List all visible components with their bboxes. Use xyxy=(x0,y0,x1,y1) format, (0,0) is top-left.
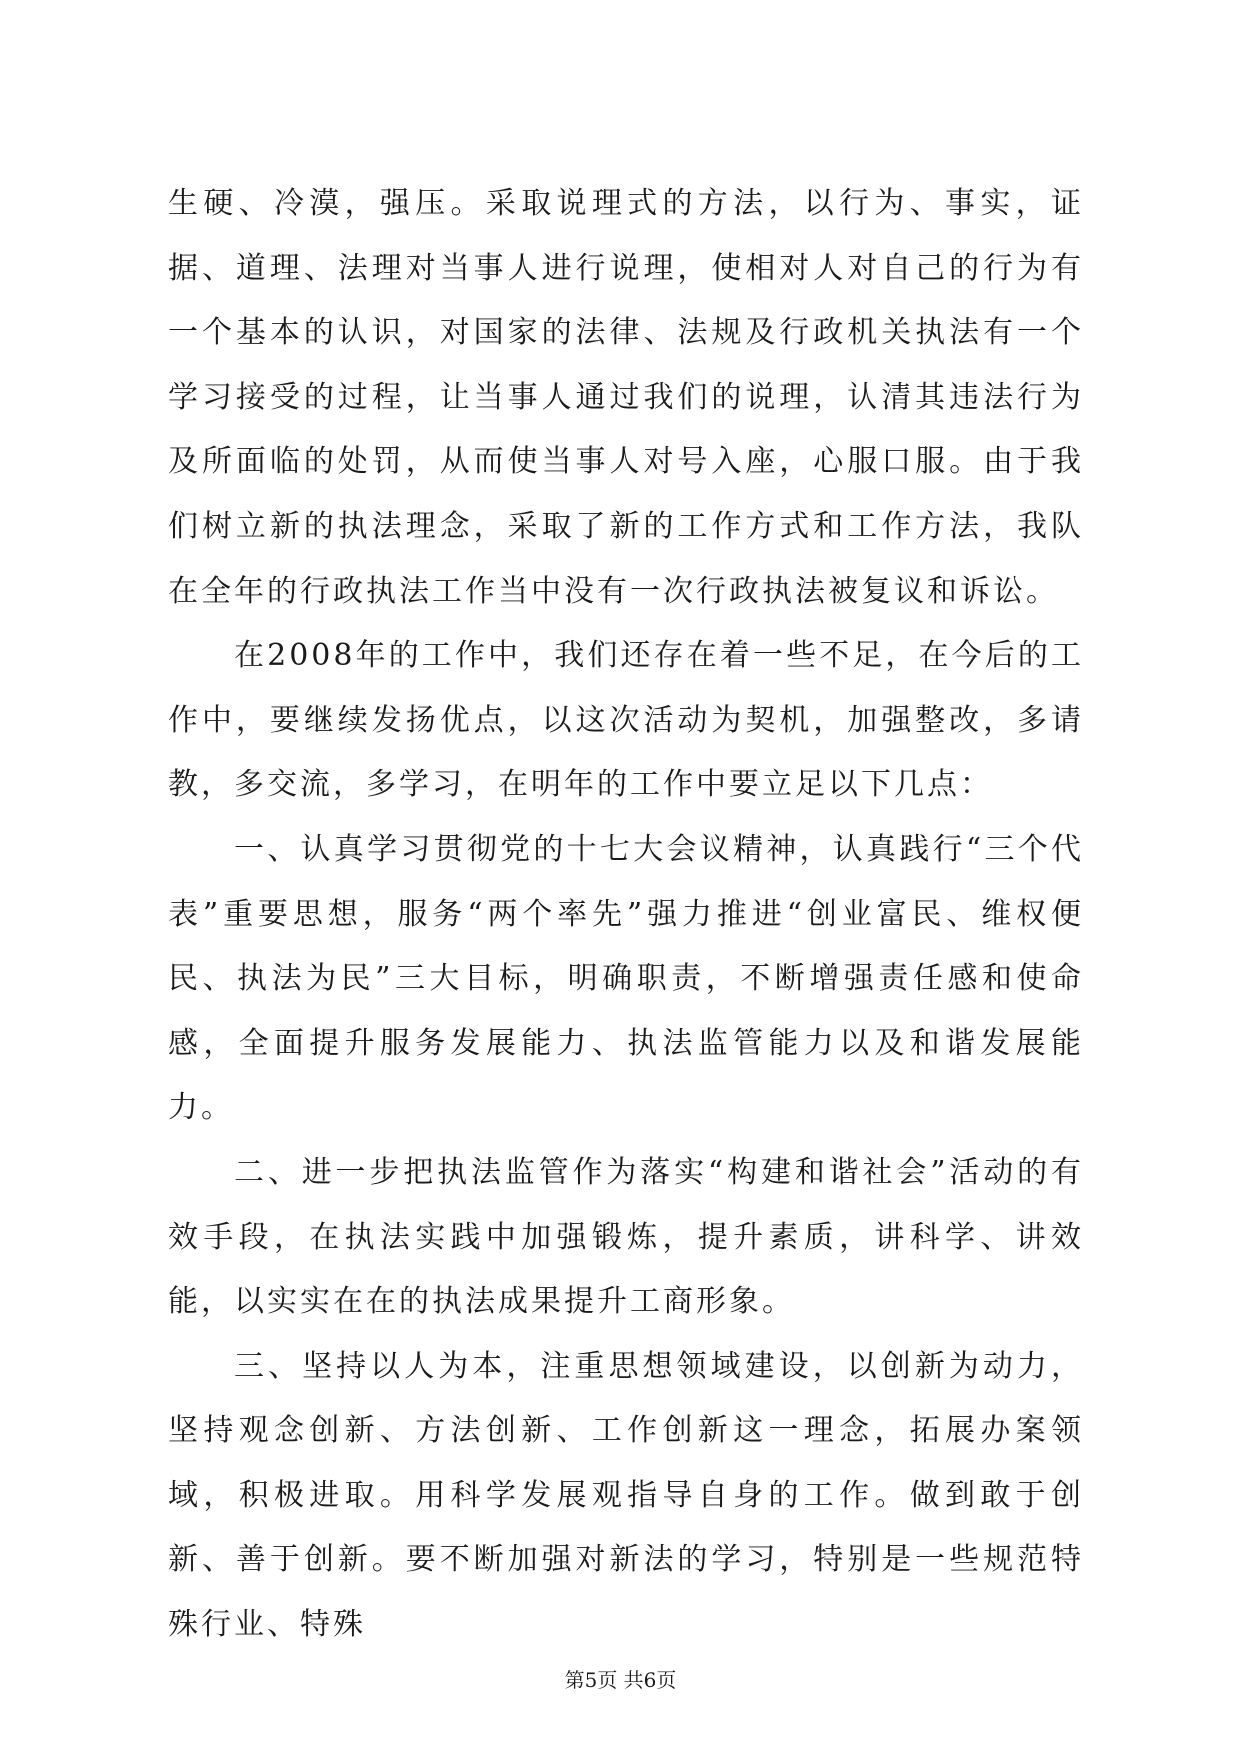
paragraph-4: 二、进一步把执法监管作为落实“构建和谐社会”活动的有效手段，在执法实践中加强锻炼，提升素质，讲科学、讲效能，以实实在在的执法成果提升工商形象。 xyxy=(168,1154,1084,1320)
page-footer xyxy=(0,1664,1241,1693)
paragraph-1: 生硬、冷漠，强压。采取说理式的方法，以行为、事实，证据、道理、法理对当事人进行说理，使相对人对自己的行为有一个基本的认识，对国家的法律、法规及行政机关执法有一个学习接受的过程，让当事人通过我们的说理，认清其违法行为及所面临的处罚，从而使当事人对号入座，心服口服。由于我们树立新的执法理念，采取了新的工作方式和工作方法，我队在全年的行政执法工作当中没有一次行政执法被复议和诉讼。 xyxy=(168,186,1084,609)
paragraph-2: 在2008年的工作中，我们还存在着一些不足，在今后的工作中，要继续发扬优点，以这次活动为契机，加强整改，多请教，多交流，多学习，在明年的工作中要立足以下几点： xyxy=(168,638,1084,803)
paragraph-3: 一、认真学习贯彻党的十七大会议精神，认真践行“三个代表”重要思想，服务“两个率先”强力推进“创业富民、维权便民、执法为民”三大目标，明确职责，不断增强责任感和使命感，全面提升服务发展能力、执法监管能力以及和谐发展能力。 xyxy=(168,831,1084,1126)
document-body xyxy=(168,172,1084,1658)
paragraph-5: 三、坚持以人为本，注重思想领域建设，以创新为动力，坚持观念创新、方法创新、工作创新这一理念，拓展办案领域，积极进取。用科学发展观指导自身的工作。做到敢于创新、善于创新。要不断加强对新法的学习，特别是一些规范特殊行业、特殊 xyxy=(168,1348,1084,1643)
page-number-label: 第5页 共6页 xyxy=(564,1668,677,1692)
